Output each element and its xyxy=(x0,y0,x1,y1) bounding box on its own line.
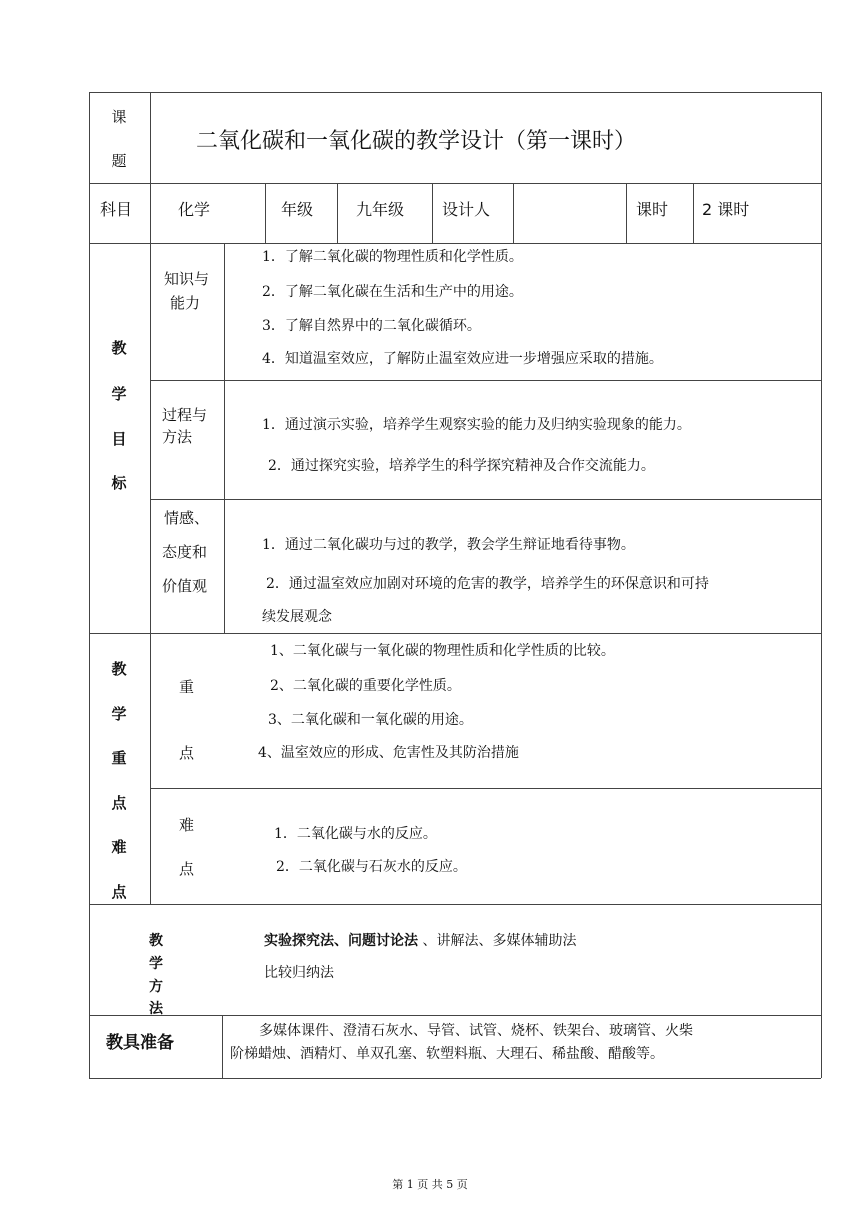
list-item: 1．二氧化碳与水的反应。 xyxy=(274,826,437,842)
materials-line-2: 阶梯蜡烛、酒精灯、单双孔塞、软塑料瓶、大理石、稀盐酸、醋酸等。 xyxy=(230,1046,664,1062)
page-footer: 第 1 页 共 5 页 xyxy=(392,1178,468,1191)
list-item: 3、二氧化碳和一氧化碳的用途。 xyxy=(268,712,473,728)
section-label-char: 重 xyxy=(111,749,127,767)
subject-label: 科目 xyxy=(100,200,133,219)
list-item: 2．了解二氧化碳在生活和生产中的用途。 xyxy=(262,284,523,300)
list-item: 2、二氧化碳的重要化学性质。 xyxy=(270,678,461,694)
section-label-char: 学 xyxy=(111,705,127,723)
list-item: 2．通过温室效应加剧对环境的危害的教学，培养学生的环保意识和可持 xyxy=(266,576,709,592)
objective-group-label: 过程与 xyxy=(162,406,208,424)
section-label-char: 难 xyxy=(111,838,127,856)
section-label-char: 学 xyxy=(149,956,163,972)
hours-value: 2 课时 xyxy=(702,200,750,219)
list-item: 续发展观念 xyxy=(262,609,332,625)
list-item: 4．知道温室效应，了解防止温室效应进一步增强应采取的措施。 xyxy=(262,351,663,367)
list-item: 1．了解二氧化碳的物理性质和化学性质。 xyxy=(262,249,523,265)
list-item: 2．通过探究实验，培养学生的科学探究精神及合作交流能力。 xyxy=(268,458,655,474)
grade-value: 九年级 xyxy=(356,200,405,219)
section-label-char: 点 xyxy=(111,883,127,901)
list-item: 2．二氧化碳与石灰水的反应。 xyxy=(276,859,467,875)
methods-line-1 xyxy=(264,930,576,950)
materials-line-1: 多媒体课件、澄清石灰水、导管、试管、烧杯、铁架台、玻璃管、火柴 xyxy=(259,1023,693,1039)
hours-label: 课时 xyxy=(636,200,669,219)
objective-group-label: 方法 xyxy=(162,428,193,446)
designer-label: 设计人 xyxy=(442,200,491,219)
section-label-char: 教 xyxy=(111,339,127,357)
materials-label: 教具准备 xyxy=(106,1033,174,1053)
section-label-char: 目 xyxy=(111,430,127,448)
section-label-char: 教 xyxy=(149,933,163,949)
section-label-char: 学 xyxy=(111,385,127,403)
title-label-char: 课 xyxy=(111,108,127,126)
objective-group-label: 能力 xyxy=(170,294,201,312)
objective-group-label: 情感、 xyxy=(164,509,210,527)
list-item: 3．了解自然界中的二氧化碳循环。 xyxy=(262,318,481,334)
title-label-char: 题 xyxy=(111,152,127,170)
section-label-char: 标 xyxy=(111,474,127,492)
page-title: 二氧化碳和一氧化碳的教学设计（第一课时） xyxy=(196,129,637,154)
focus-label-char: 点 xyxy=(179,744,195,762)
focus-label-char: 重 xyxy=(179,678,195,696)
list-item: 4、温室效应的形成、危害性及其防治措施 xyxy=(258,745,519,761)
difficulty-label-char: 点 xyxy=(179,860,195,878)
subject-value: 化学 xyxy=(178,200,211,219)
objective-group-label: 知识与 xyxy=(164,270,210,288)
list-item: 1、二氧化碳与一氧化碳的物理性质和化学性质的比较。 xyxy=(270,643,615,659)
section-label-char: 方 xyxy=(149,979,163,995)
section-label-char: 点 xyxy=(111,794,127,812)
section-label-char: 法 xyxy=(149,1001,163,1017)
methods-line-2: 比较归纳法 xyxy=(264,965,334,981)
list-item: 1．通过二氧化碳功与过的教学，教会学生辩证地看待事物。 xyxy=(262,537,635,553)
list-item: 1．通过演示实验，培养学生观察实验的能力及归纳实验现象的能力。 xyxy=(262,417,691,433)
methods-bold-text: 实验探究法、问题讨论法 xyxy=(264,933,418,949)
methods-rest-text: 、讲解法、多媒体辅助法 xyxy=(418,933,577,949)
difficulty-label-char: 难 xyxy=(179,816,195,834)
objective-group-label: 态度和 xyxy=(162,543,208,561)
section-label-char: 教 xyxy=(111,660,127,678)
grade-label: 年级 xyxy=(281,200,314,219)
objective-group-label: 价值观 xyxy=(162,577,208,595)
